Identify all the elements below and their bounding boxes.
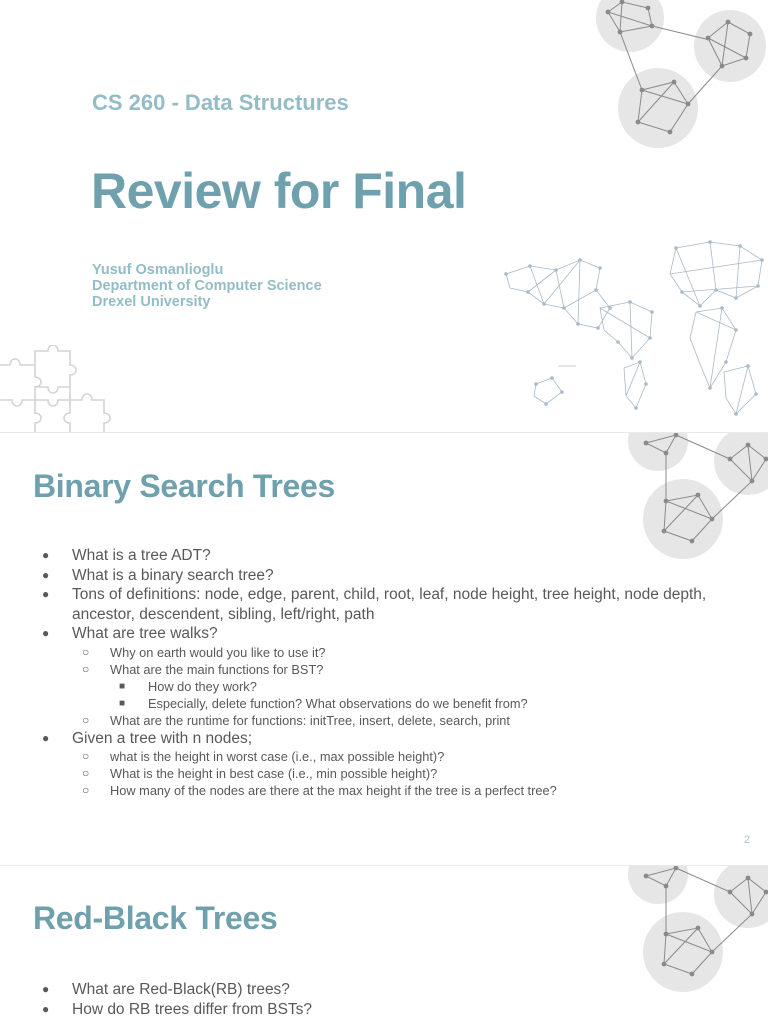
rb-slide [0,866,768,1024]
main-title: Review for Final [91,163,467,219]
bullet-square-icon: ■ [119,697,126,709]
sub-bullet-item: ○ What are the runtime for functions: initTree, insert, delete, search, print [82,712,510,728]
bullet-hollow-circle-icon: ○ [82,783,90,797]
bullet-square-icon: ■ [119,680,126,692]
slide-title-bst: Binary Search Trees [33,468,336,504]
sub-bullet-item: ○ what is the height in worst case (i.e., max possible height)? [82,749,445,764]
bullet-hollow-circle-icon: ○ [82,644,90,659]
bullet-item: ● How do RB trees differ from BSTs? [42,1000,313,1018]
sub-bullet-item: ○ Why on earth would you like to use it? [82,644,326,660]
rb-bullet-list [0,980,722,1019]
bullet-item: ● Given a tree with n nodes; [42,729,253,747]
bullet-filled-circle-icon: ● [42,626,50,640]
slide-title-rb: Red-Black Trees [33,900,278,936]
course-title: CS 260 - Data Structures [92,90,349,115]
bullet-filled-circle-icon: ● [42,1001,50,1016]
author-university: Drexel University [92,294,211,310]
network-circles-icon [590,0,768,160]
bullet-filled-circle-icon: ● [42,982,50,996]
puzzle-pieces-icon [0,345,115,432]
author-department: Department of Computer Science [92,278,322,294]
bullet-item: ● What is a tree ADT? [42,547,211,564]
author-block [92,262,322,310]
world-map-icon [500,238,768,428]
bullet-filled-circle-icon: ● [42,548,50,562]
bullet-item: ● What are tree walks? [42,625,218,642]
page-number: 2 [743,834,750,846]
network-circles-icon [620,866,768,996]
bullet-item: ● What is a binary search tree? [42,566,274,584]
title-slide [0,0,768,432]
bullet-filled-circle-icon: ● [42,730,50,745]
sub-bullet-item: ○ What are the main functions for BST? [82,661,324,677]
bst-bullet-list [0,546,722,799]
sub-sub-bullet-item: ■ How do they work? [119,678,257,694]
bullet-hollow-circle-icon: ○ [82,766,90,780]
bullet-hollow-circle-icon: ○ [82,712,90,727]
bullet-filled-circle-icon: ● [42,567,50,582]
bullet-filled-circle-icon: ● [42,587,50,601]
bullet-hollow-circle-icon: ○ [82,749,90,763]
bullet-hollow-circle-icon: ○ [82,661,90,676]
sub-bullet-item: ○ What is the height in best case (i.e., min possible height)? [82,766,438,781]
network-circles-icon [620,433,768,563]
bullet-item: ● Tons of definitions: node, edge, parent, child, root, leaf, node height, tree height, node depth, ancestor, descendent, sibling, left/right, path [42,586,707,623]
author-name: Yusuf Osmanlioglu [92,262,224,278]
sub-bullet-item: ○ How many of the nodes are there at the max height if the tree is a perfect tree? [82,783,557,798]
bullet-item: ● What are Red-Black(RB) trees? [42,981,290,998]
bst-slide [0,433,768,865]
sub-sub-bullet-item: ■ Especially, delete function? What observations do we benefit from? [119,695,528,711]
